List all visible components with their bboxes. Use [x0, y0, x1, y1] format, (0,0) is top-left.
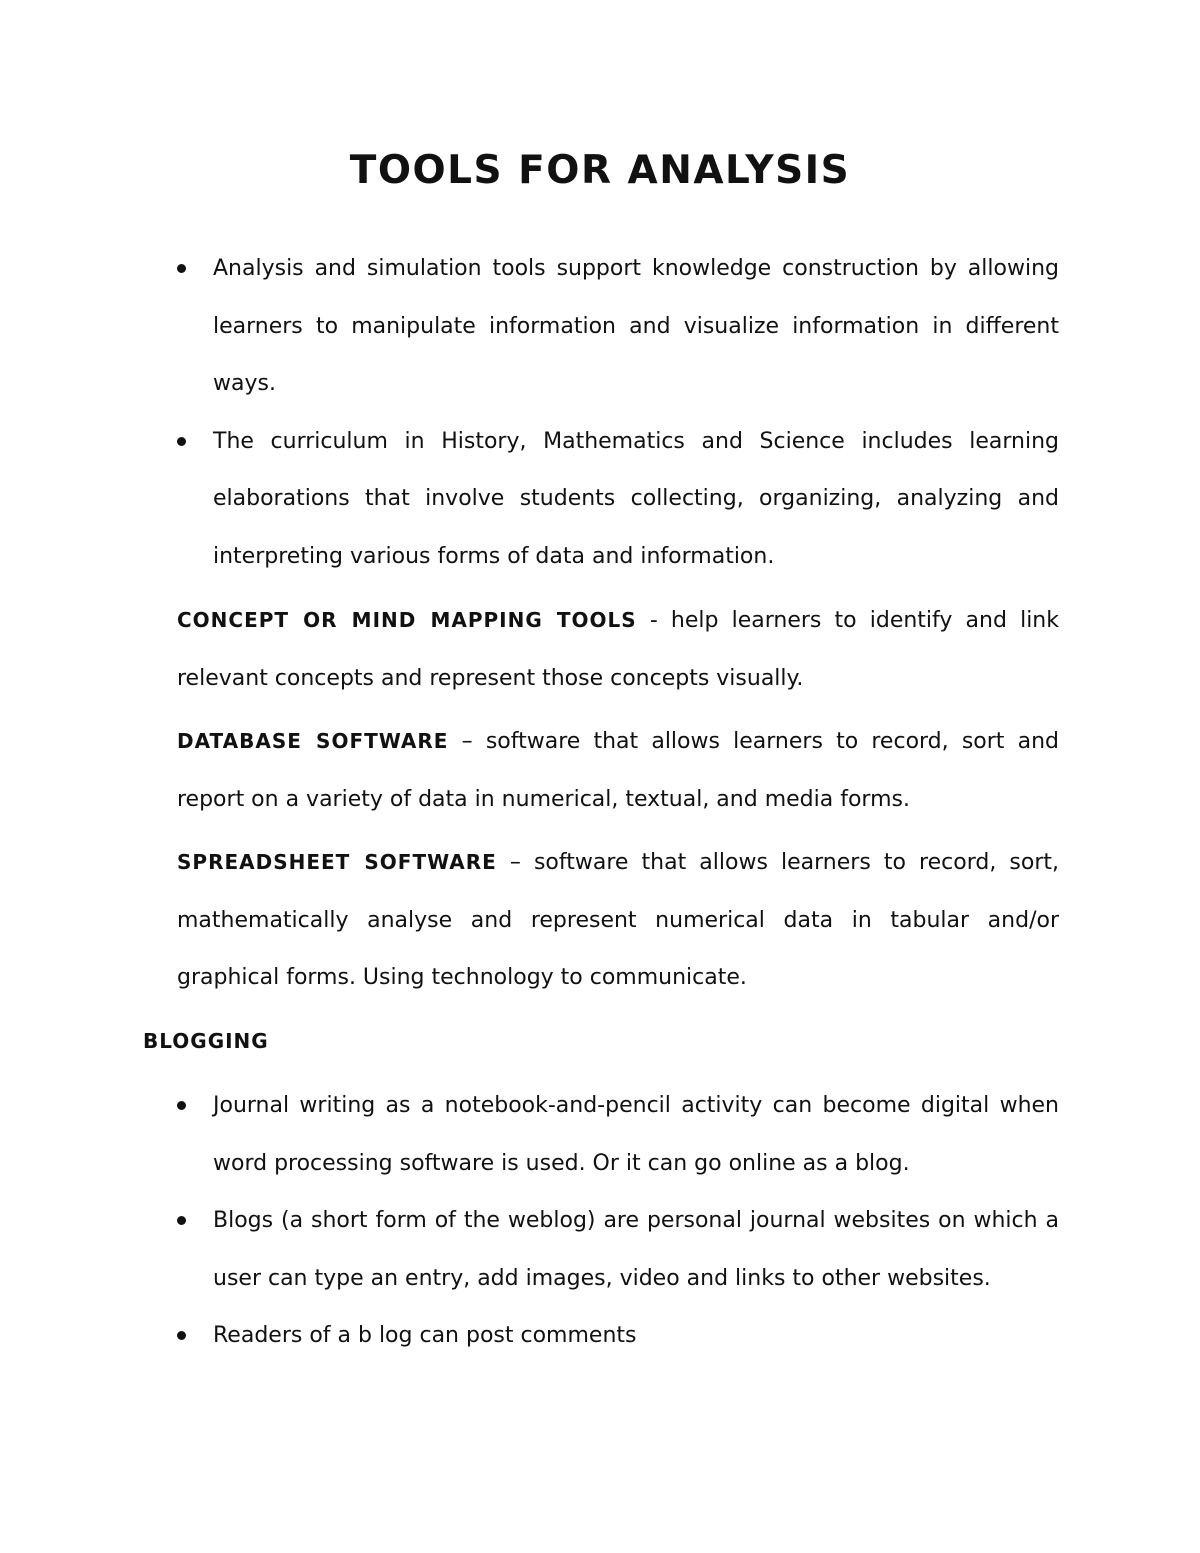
- blogging-bullet-list: [213, 1077, 1059, 1365]
- page-title: TOOLS FOR ANALYSIS: [349, 148, 851, 193]
- definition-database-software: [177, 713, 1059, 828]
- bullet-icon: [177, 1101, 186, 1110]
- list-item-text: Blogs (a short form of the weblog) are personal journal websites on which a user can type an entry, add images, video and links to other websites.: [213, 1208, 1059, 1291]
- list-item: [213, 240, 1059, 413]
- list-item: [213, 1077, 1059, 1192]
- bullet-icon: [177, 264, 186, 273]
- definition-text: – software that allows learners to record, sort, mathematically analyse and represent numerical data in tabular and/or graphical forms. Using technology to communicate.: [177, 850, 1059, 990]
- list-item: [213, 1192, 1059, 1307]
- bullet-icon: [177, 437, 186, 446]
- bullet-icon: [177, 1216, 186, 1225]
- section-heading-blogging: BLOGGING: [143, 1029, 269, 1053]
- definition-term: CONCEPT OR MIND MAPPING TOOLS: [177, 608, 637, 632]
- definition-text: – software that allows learners to record, sort and report on a variety of data in numerical, textual, and media forms.: [177, 729, 1059, 812]
- list-item-text: The curriculum in History, Mathematics and Science includes learning elaborations that involve students collecting, organizing, analyzing and interpreting various forms of data and information.: [213, 428, 1059, 569]
- definition-term: SPREADSHEET SOFTWARE: [177, 850, 497, 874]
- definition-text: - help learners to identify and link relevant concepts and represent those concepts visually.: [177, 608, 1059, 691]
- list-item-text: Analysis and simulation tools support knowledge construction by allowing learners to manipulate information and visualize information in different ways.: [213, 256, 1059, 396]
- list-item: [213, 413, 1059, 586]
- definition-term: DATABASE SOFTWARE: [177, 729, 449, 753]
- definition-concept-mapping: [177, 592, 1059, 707]
- list-item: [213, 1307, 1059, 1365]
- list-item-text: Readers of a b log can post comments: [213, 1323, 637, 1348]
- intro-bullet-list: [213, 240, 1059, 585]
- list-item-text: Journal writing as a notebook-and-pencil activity can become digital when word processing software is used. Or it can go online as a blog.: [213, 1093, 1059, 1176]
- definition-spreadsheet-software: [177, 834, 1059, 1007]
- bullet-icon: [177, 1331, 186, 1340]
